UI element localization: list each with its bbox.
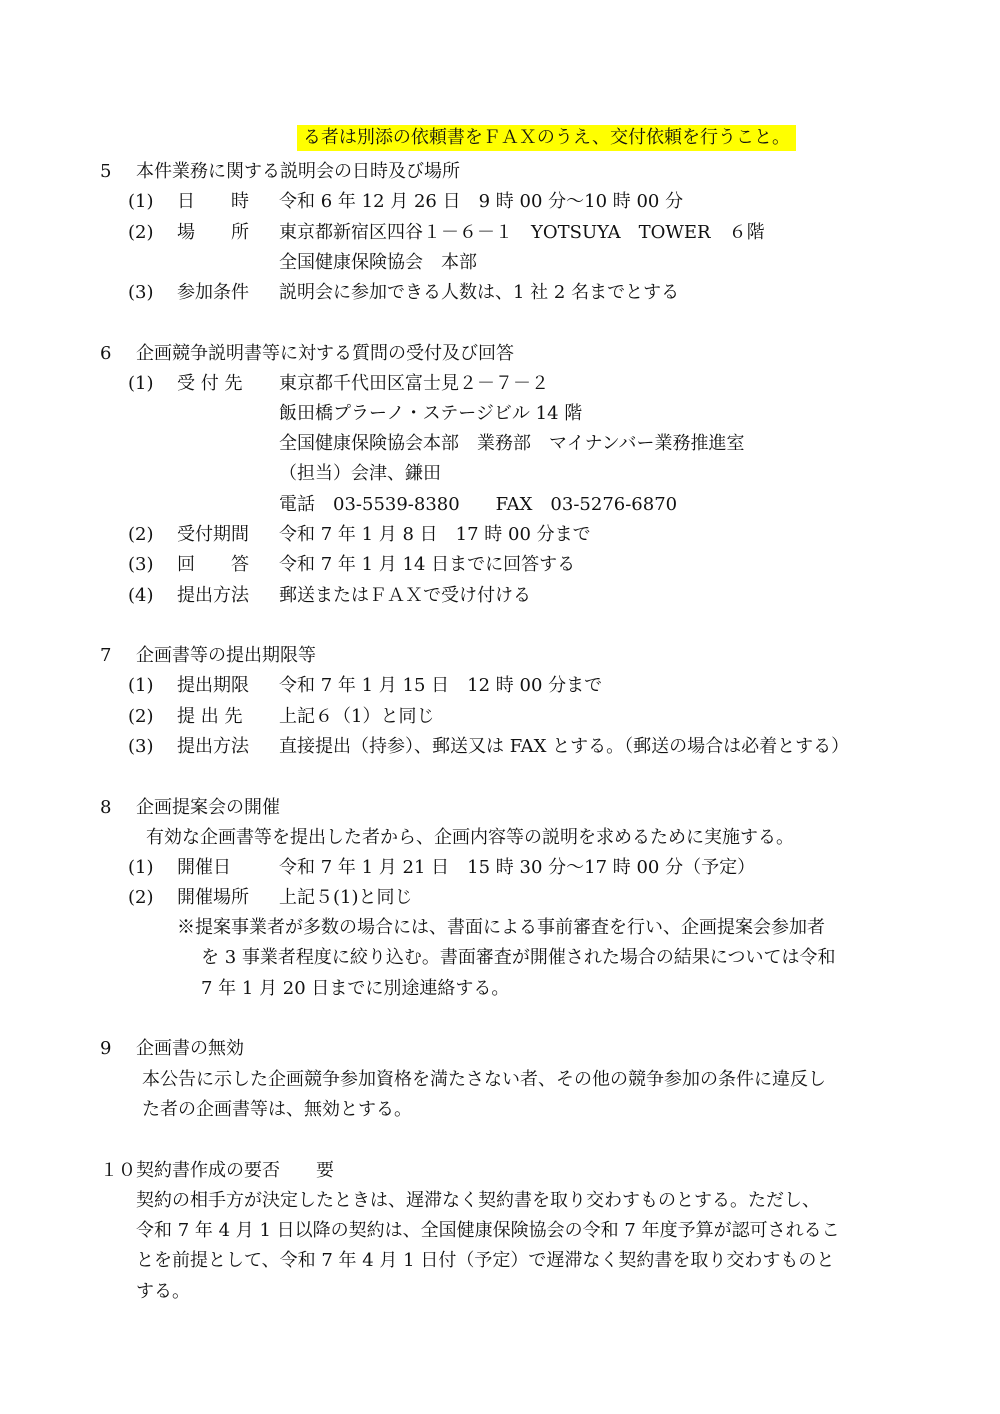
section-7-number: 7 [100,645,112,666]
section-6-number: 6 [100,343,112,364]
section-10-heading: １０契約書作成の要否 要 [100,1160,334,1181]
section-6-item-3-number: (3) [128,554,154,575]
section-8-number: 8 [100,797,112,818]
section-9-body-line-2: た者の企画書等は、無効とする。 [142,1099,412,1120]
section-6-item-1-value-line-2: 飯田橋プラーノ・ステージビル 14 階 [279,403,583,424]
section-5-item-2-value-line-1: 東京都新宿区四谷１－６－１ YOTSUYA TOWER ６階 [279,222,765,243]
section-7-item-3-label: 提出方法 [177,736,249,757]
section-7-item-1-number: (1) [128,675,154,696]
section-5-item-3-label: 参加条件 [177,282,249,303]
section-10-body-line-1: 契約の相手方が決定したときは、遅滞なく契約書を取り交わすものとする。ただし、 [136,1190,820,1211]
highlight-text: る者は別添の依頼書をＦＡＸのうえ、交付依頼を行うこと。 [297,125,796,151]
section-6-item-4-number: (4) [128,585,154,606]
section-7-item-1-label: 提出期限 [177,675,249,696]
section-6-item-2-label: 受付期間 [177,524,249,545]
section-8-item-2-number: (2) [128,887,154,908]
section-9-number: 9 [100,1038,112,1059]
section-9-body-line-1: 本公告に示した企画競争参加資格を満たさない者、その他の競争参加の条件に違反し [142,1069,826,1090]
section-5-item-3-value: 説明会に参加できる人数は、1 社 2 名までとする [279,282,680,303]
section-5-title: 本件業務に関する説明会の日時及び場所 [136,161,460,182]
section-6-item-4-label: 提出方法 [177,585,249,606]
section-5-item-1-label: 日 時 [177,191,249,212]
section-5-item-3-number: (3) [128,282,154,303]
section-8-item-2-value: 上記５(1)と同じ [279,887,413,908]
section-6-item-4-value: 郵送またはＦＡＸで受け付ける [279,585,531,606]
section-6-item-1-value-line-1: 東京都千代田区富士見２－７－２ [279,373,549,394]
section-6-item-2-number: (2) [128,524,154,545]
section-7-item-3-number: (3) [128,736,154,757]
section-10-body-line-3: とを前提として、令和 7 年 4 月 1 日付（予定）で遅滞なく契約書を取り交わすものと [136,1250,835,1271]
section-8-note-line-3: 7 年 1 月 20 日までに別途連絡する。 [201,978,510,999]
section-5-number: 5 [100,161,112,182]
section-6-item-1-value-line-5: 電話 03-5539-8380 FAX 03-5276-6870 [279,494,678,515]
section-8-item-2-label: 開催場所 [177,887,249,908]
section-6-item-1-value-line-4: （担当）会津、鎌田 [279,463,441,484]
section-9-title: 企画書の無効 [136,1038,244,1059]
section-6-item-1-label: 受 付 先 [177,373,243,394]
section-6-item-1-value-line-3: 全国健康保険協会本部 業務部 マイナンバー業務推進室 [279,433,745,454]
section-7-item-3-value: 直接提出（持参）、郵送又は FAX とする。（郵送の場合は必着とする） [279,736,850,757]
section-8-item-1-value: 令和 7 年 1 月 21 日 15 時 30 分～17 時 00 分（予定） [279,857,756,878]
section-8-note-line-1: ※提案事業者が多数の場合には、書面による事前審査を行い、企画提案会参加者 [177,917,825,938]
section-10-body-line-2: 令和 7 年 4 月 1 日以降の契約は、全国健康保険協会の令和 7 年度予算が認可されるこ [136,1220,840,1241]
section-5-item-1-value: 令和 6 年 12 月 26 日 9 時 00 分～10 時 00 分 [279,191,684,212]
section-5-item-2-number: (2) [128,222,154,243]
section-7-item-2-label: 提 出 先 [177,706,243,727]
section-6-item-3-value: 令和 7 年 1 月 14 日までに回答する [279,554,576,575]
highlighted-continuation-line [274,96,796,148]
section-6-item-1-number: (1) [128,373,154,394]
section-7-item-2-value: 上記６（1）と同じ [279,706,435,727]
section-7-item-1-value: 令和 7 年 1 月 15 日 12 時 00 分まで [279,675,603,696]
section-8-item-1-number: (1) [128,857,154,878]
section-6-item-3-label: 回 答 [177,554,249,575]
section-7-item-2-number: (2) [128,706,154,727]
section-8-note-line-2: を 3 事業者程度に絞り込む。書面審査が開催された場合の結果については令和 [201,947,836,968]
section-7-title: 企画書等の提出期限等 [136,645,316,666]
section-8-title: 企画提案会の開催 [136,797,280,818]
section-5-item-2-value-line-2: 全国健康保険協会 本部 [279,252,477,273]
section-8-item-1-label: 開催日 [177,857,231,878]
section-6-title: 企画競争説明書等に対する質問の受付及び回答 [136,343,514,364]
section-5-item-1-number: (1) [128,191,154,212]
section-6-item-2-value: 令和 7 年 1 月 8 日 17 時 00 分まで [279,524,591,545]
section-10-body-line-4: する。 [136,1281,190,1302]
section-8-intro: 有効な企画書等を提出した者から、企画内容等の説明を求めるために実施する。 [146,827,794,848]
section-5-item-2-label: 場 所 [177,222,249,243]
